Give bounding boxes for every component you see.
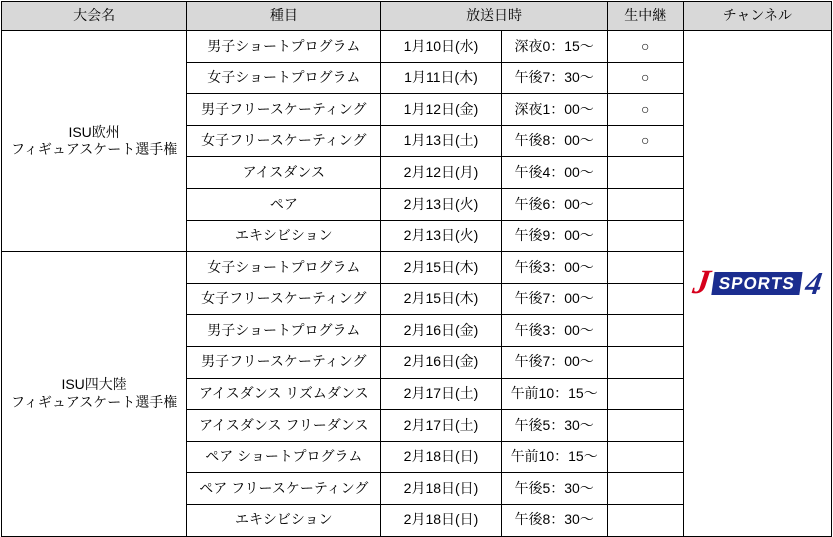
time-cell: 午後4：00～ xyxy=(501,157,607,189)
schedule-page xyxy=(0,1,833,528)
live-cell xyxy=(607,283,683,315)
event-name-line-1: ISU四大陸 xyxy=(61,376,127,393)
live-cell xyxy=(607,441,683,473)
live-cell xyxy=(607,220,683,252)
discipline-cell: 男子フリースケーティング xyxy=(187,346,381,378)
column-header-discipline: 種目 xyxy=(187,2,381,31)
date-cell: 2月12日(月) xyxy=(381,157,501,189)
discipline-cell: 女子フリースケーティング xyxy=(187,125,381,157)
discipline-cell: 男子フリースケーティング xyxy=(187,94,381,126)
date-cell: 2月16日(金) xyxy=(381,315,501,347)
time-cell: 午後7：30～ xyxy=(501,62,607,94)
discipline-cell: ペア フリースケーティング xyxy=(187,473,381,505)
discipline-cell: 女子フリースケーティング xyxy=(187,283,381,315)
discipline-cell: 女子ショートプログラム xyxy=(187,62,381,94)
live-cell xyxy=(607,410,683,442)
discipline-cell: 女子ショートプログラム xyxy=(187,252,381,284)
live-cell xyxy=(607,315,683,347)
table-body xyxy=(2,31,832,537)
discipline-cell: ペア ショートプログラム xyxy=(187,441,381,473)
date-cell: 2月13日(火) xyxy=(381,188,501,220)
column-header-channel: チャンネル xyxy=(683,2,831,31)
event-name-line-2: フィギュアスケート選手権 xyxy=(10,393,178,410)
event-name-cell-europeans xyxy=(2,31,187,252)
time-cell: 午後3：00～ xyxy=(501,315,607,347)
time-cell: 午後7：00～ xyxy=(501,346,607,378)
discipline-cell: エキシビション xyxy=(187,504,381,536)
table-header xyxy=(2,2,832,31)
date-cell: 2月16日(金) xyxy=(381,346,501,378)
table-row xyxy=(2,31,832,63)
date-cell: 1月10日(水) xyxy=(381,31,501,63)
time-cell: 午後3：00～ xyxy=(501,252,607,284)
discipline-cell: 男子ショートプログラム xyxy=(187,31,381,63)
live-cell xyxy=(607,378,683,410)
column-header-live: 生中継 xyxy=(607,2,683,31)
time-cell: 午後8：00～ xyxy=(501,125,607,157)
time-cell: 午後9：00～ xyxy=(501,220,607,252)
time-cell: 午後5：30～ xyxy=(501,473,607,505)
time-cell: 午前10：15～ xyxy=(501,441,607,473)
time-cell: 午前10：15～ xyxy=(501,378,607,410)
date-cell: 2月17日(土) xyxy=(381,378,501,410)
event-name-line-2: フィギュアスケート選手権 xyxy=(10,141,178,158)
date-cell: 2月13日(火) xyxy=(381,220,501,252)
date-cell: 2月18日(日) xyxy=(381,473,501,505)
date-cell: 2月18日(日) xyxy=(381,441,501,473)
date-cell: 1月13日(土) xyxy=(381,125,501,157)
date-cell: 2月18日(日) xyxy=(381,504,501,536)
time-cell: 深夜0：15～ xyxy=(501,31,607,63)
discipline-cell: エキシビション xyxy=(187,220,381,252)
live-cell xyxy=(607,473,683,505)
logo-word-sports: SPORTS xyxy=(711,272,802,295)
broadcast-schedule-table xyxy=(1,1,832,537)
live-cell: ○ xyxy=(607,94,683,126)
logo-letter-j: J xyxy=(690,264,712,302)
time-cell: 深夜1：00～ xyxy=(501,94,607,126)
header-row xyxy=(2,2,832,31)
date-cell: 2月17日(土) xyxy=(381,410,501,442)
column-header-event-name: 大会名 xyxy=(2,2,187,31)
event-name-cell-four-continents xyxy=(2,252,187,536)
time-cell: 午後7：00～ xyxy=(501,283,607,315)
live-cell xyxy=(607,504,683,536)
time-cell: 午後5：30～ xyxy=(501,410,607,442)
discipline-cell: アイスダンス リズムダンス xyxy=(187,378,381,410)
logo-number-4: 4 xyxy=(803,265,825,302)
live-cell xyxy=(607,188,683,220)
live-cell: ○ xyxy=(607,125,683,157)
date-cell: 1月11日(木) xyxy=(381,62,501,94)
jsports4-logo xyxy=(691,266,825,300)
live-cell xyxy=(607,346,683,378)
discipline-cell: アイスダンス フリーダンス xyxy=(187,410,381,442)
date-cell: 1月12日(金) xyxy=(381,94,501,126)
column-header-datetime: 放送日時 xyxy=(381,2,607,31)
discipline-cell: ペア xyxy=(187,188,381,220)
live-cell: ○ xyxy=(607,31,683,63)
live-cell xyxy=(607,157,683,189)
time-cell: 午後8：30～ xyxy=(501,504,607,536)
date-cell: 2月15日(木) xyxy=(381,252,501,284)
time-cell: 午後6：00～ xyxy=(501,188,607,220)
discipline-cell: 男子ショートプログラム xyxy=(187,315,381,347)
date-cell: 2月15日(木) xyxy=(381,283,501,315)
live-cell xyxy=(607,252,683,284)
event-name-line-1: ISU欧州 xyxy=(68,123,120,140)
discipline-cell: アイスダンス xyxy=(187,157,381,189)
live-cell: ○ xyxy=(607,62,683,94)
channel-logo-cell xyxy=(683,31,831,537)
